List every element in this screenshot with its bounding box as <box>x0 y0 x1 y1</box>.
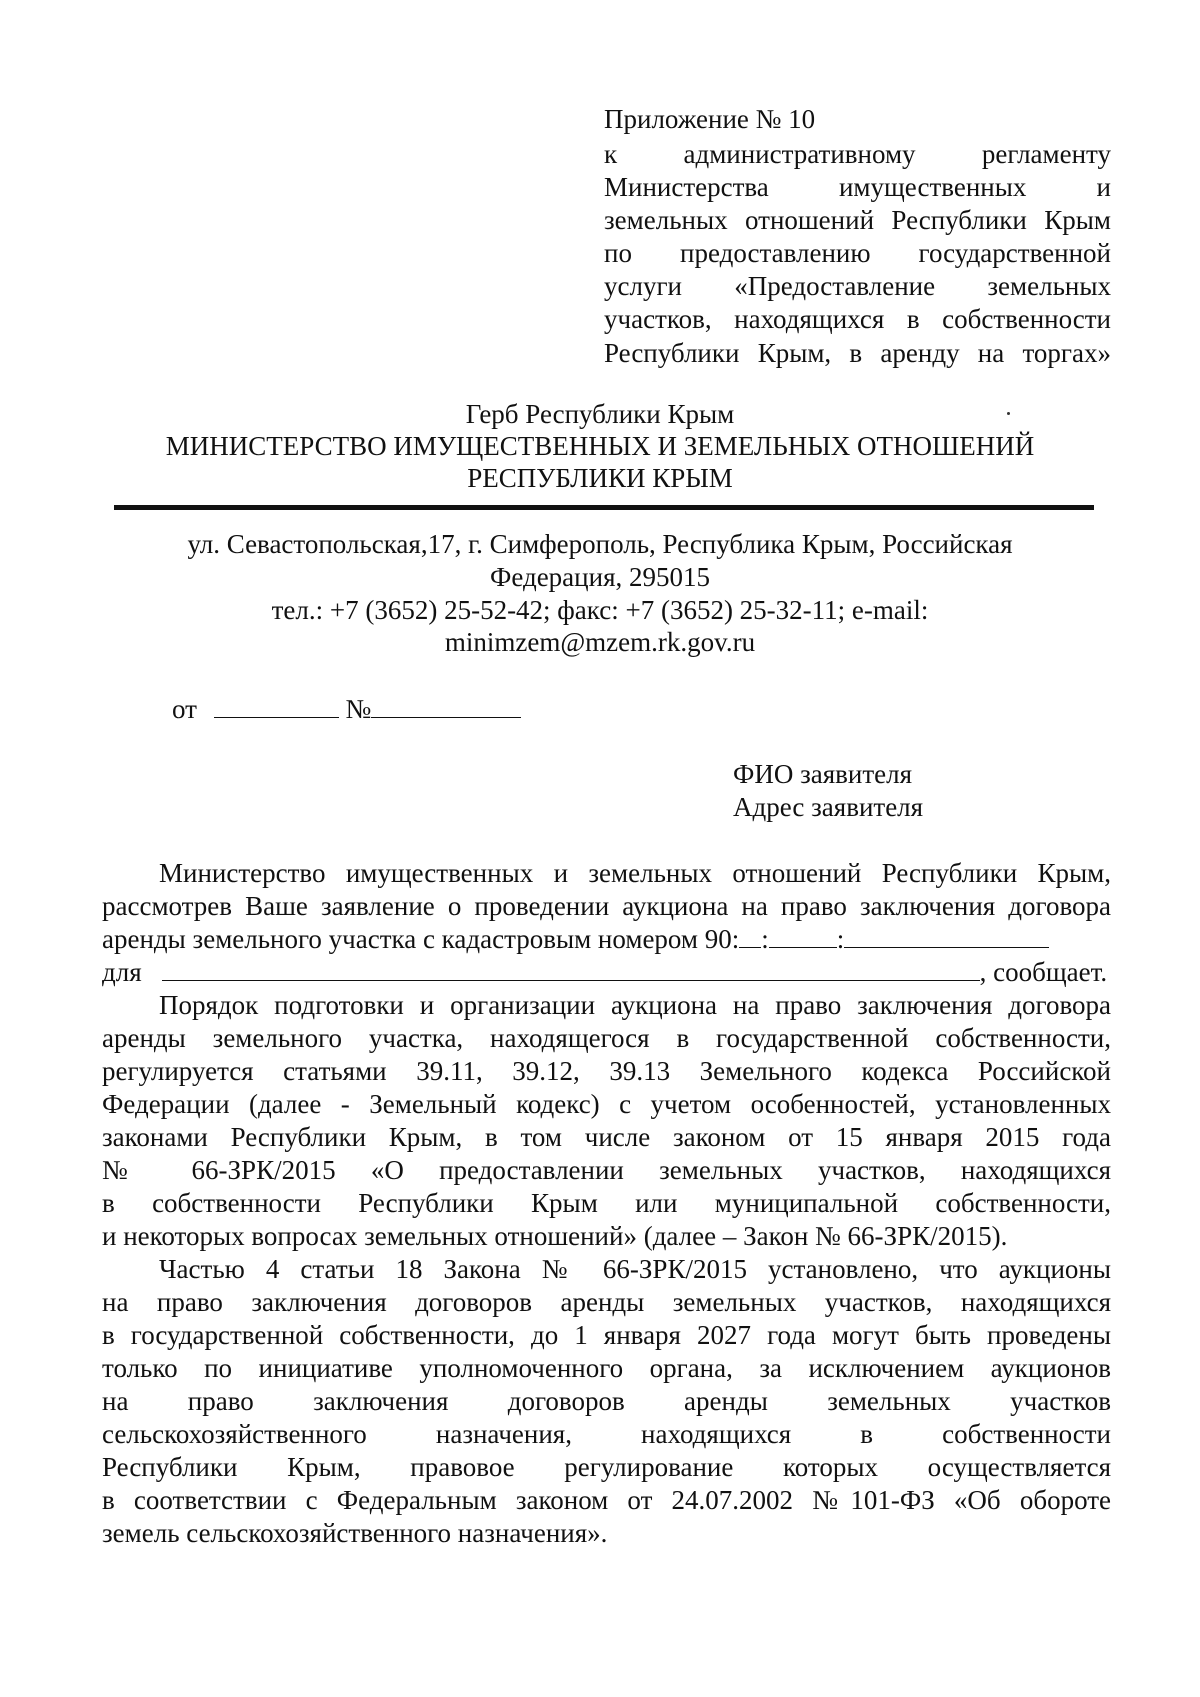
body-line: рассмотрев Ваше заявление о проведении аукциона на право заключения договора <box>102 891 1111 921</box>
cadastral-blank <box>739 925 761 948</box>
body-line: Федерации (далее - Земельный кодекс) с учетом особенностей, установленных <box>102 1089 1111 1119</box>
annex-line: к административному регламенту <box>604 139 1111 169</box>
body-line: сельскохозяйственного назначения, находящихся в собственности <box>102 1419 1111 1449</box>
body-line: в собственности Республики Крым или муниципальной собственности, <box>102 1188 1111 1218</box>
annex-line: Министерства имущественных и <box>604 172 1111 202</box>
ministry-contacts: тел.: +7 (3652) 25-52-42; факс: +7 (3652) 25-32-11; e-mail: <box>271 595 929 625</box>
reference-date-label: от <box>172 694 197 724</box>
annex-line: участков, находящихся в собственности <box>604 304 1111 334</box>
cadastral-separator: : <box>761 924 769 954</box>
recipient-address: Адрес заявителя <box>733 792 924 822</box>
cadastral-line <box>102 923 1049 956</box>
body-line: только по инициативе уполномоченного органа, за исключением аукционов <box>102 1353 1111 1383</box>
body-line: № 66-ЗРК/2015 «О предоставлении земельных участков, находящихся <box>102 1155 1111 1185</box>
reference-line <box>172 693 521 726</box>
ministry-name-line2: РЕСПУБЛИКИ КРЫМ <box>467 463 733 493</box>
purpose-label: для <box>102 957 142 987</box>
purpose-blank <box>162 958 980 981</box>
ministry-address-line2: Федерация, 295015 <box>490 562 710 592</box>
ministry-address: ул. Севастопольская,17, г. Симферополь, Республика Крым, Российская <box>187 529 1013 559</box>
purpose-suffix: , сообщает. <box>979 957 1108 987</box>
body-line: Министерство имущественных и земельных отношений Республики Крым, <box>159 858 1111 888</box>
reference-number-blank <box>371 695 521 718</box>
annex-line: услуги «Предоставление земельных <box>604 271 1111 301</box>
reference-number-label: № <box>345 694 372 724</box>
body-line: в соответствии с Федеральным законом от 24.07.2002 №101-ФЗ «Об обороте <box>102 1485 1111 1515</box>
recipient-name: ФИО заявителя <box>733 759 913 789</box>
ministry-name: МИНИСТЕРСТВО ИМУЩЕСТВЕННЫХ И ЗЕМЕЛЬНЫХ ОТНОШЕНИЙ <box>165 431 1035 461</box>
cadastral-separator: : <box>836 924 845 954</box>
cadastral-blank <box>844 925 1049 948</box>
ministry-email: minimzem@mzem.rk.gov.ru <box>444 627 756 657</box>
body-line: на право заключения договоров аренды земельных участков, находящихся <box>102 1287 1111 1317</box>
body-line: и некоторых вопросах земельных отношений» (далее – Закон № 66-ЗРК/2015). <box>102 1221 1008 1251</box>
reference-date-blank <box>214 695 339 718</box>
annex-line: земельных отношений Республики Крым <box>604 205 1111 235</box>
body-line: на право заключения договоров аренды земельных участков <box>102 1386 1111 1416</box>
cadastral-blank <box>769 925 837 948</box>
annex-line: по предоставлению государственной <box>604 238 1111 268</box>
body-line: регулируется статьями 39.11, 39.12, 39.13 Земельного кодекса Российской <box>102 1056 1111 1086</box>
scan-speck <box>1007 412 1010 415</box>
body-line: аренды земельного участка, находящегося в государственной собственности, <box>102 1023 1111 1053</box>
letterhead-rule <box>114 505 1094 510</box>
body-line: в государственной собственности, до 1 января 2027 года могут быть проведены <box>102 1320 1111 1350</box>
purpose-line <box>102 956 1107 989</box>
body-line: законами Республики Крым, в том числе законом от 15 января 2015 года <box>102 1122 1111 1152</box>
cadastral-label: аренды земельного участка с кадастровым номером 90: <box>102 924 740 954</box>
coat-of-arms-caption: Герб Республики Крым <box>465 399 735 429</box>
annex-line: Республики Крым, в аренду на торгах» <box>604 338 1111 368</box>
annex-number: Приложение № 10 <box>604 104 816 134</box>
body-line: Порядок подготовки и организации аукциона на право заключения договора <box>159 990 1111 1020</box>
body-line: Республики Крым, правовое регулирование которых осуществляется <box>102 1452 1111 1482</box>
body-line: Частью 4 статьи 18 Закона № 66-ЗРК/2015 установлено, что аукционы <box>159 1254 1111 1284</box>
body-line: земель сельскохозяйственного назначения». <box>102 1518 608 1548</box>
